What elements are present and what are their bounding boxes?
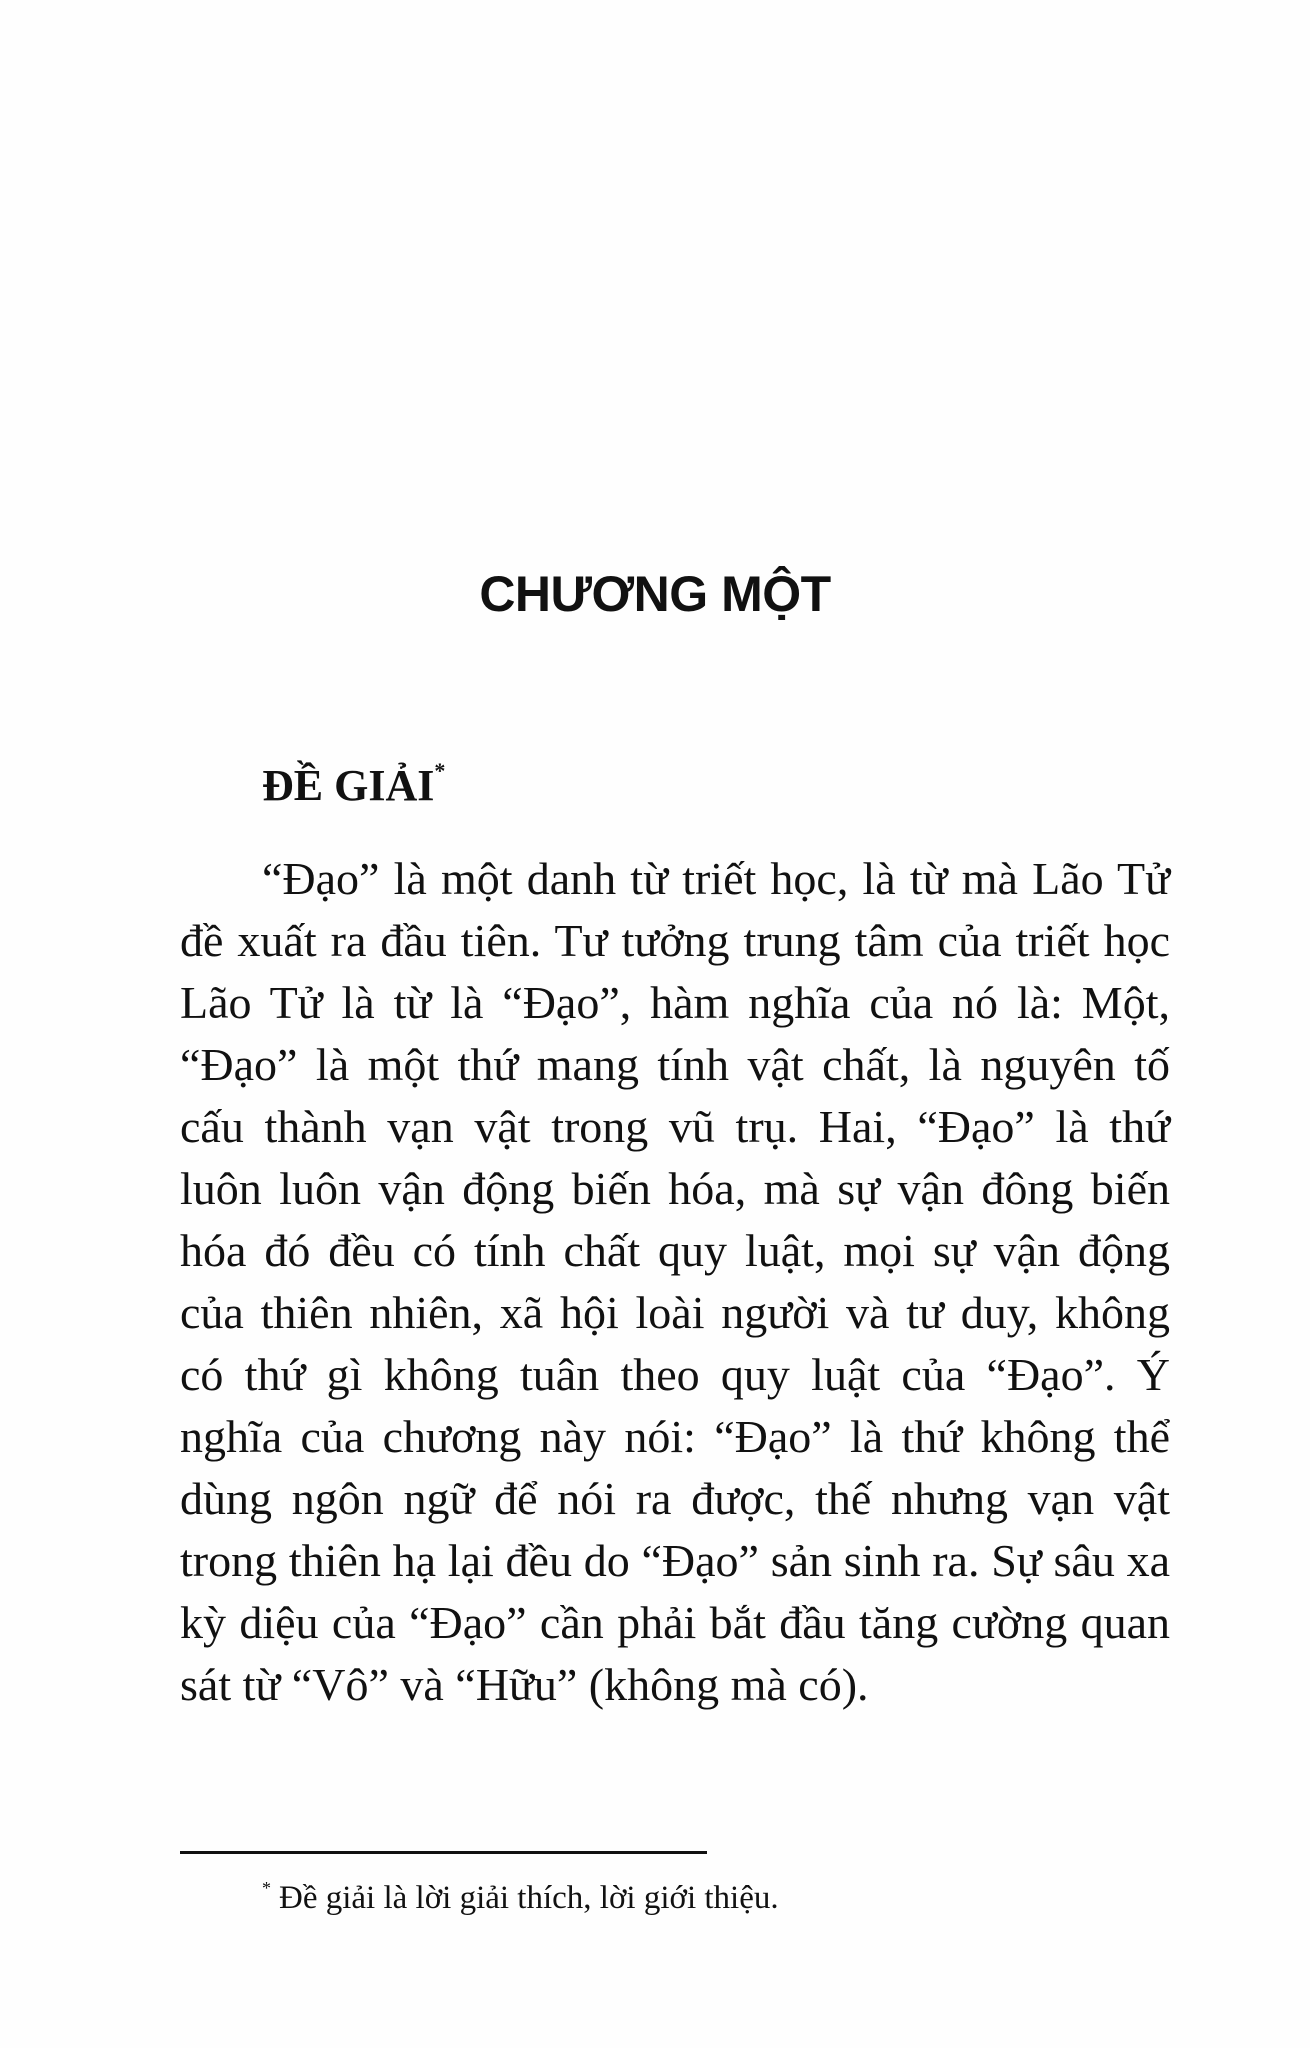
chapter-title: CHƯƠNG MỘT bbox=[479, 566, 831, 622]
footnote-text: Đề giải là lời giải thích, lời giới thiệu. bbox=[279, 1880, 779, 1916]
section-heading-text: ĐỀ GIẢI bbox=[262, 761, 435, 810]
footnote-reference-marker: * bbox=[434, 758, 446, 783]
section-heading bbox=[262, 760, 445, 811]
footnote bbox=[262, 1880, 779, 1917]
footnote-marker: * bbox=[262, 1878, 271, 1898]
body-paragraph: “Đạo” là một danh từ triết học, là từ mà Lão Tử đề xuất ra đầu tiên. Tư tưởng trung tâm của triết học Lão Tử là từ là “Đạo”, hàm nghĩa của nó là: Một, “Đạo” là một thứ mang tính vật chất, là nguyên tố cấu thành vạn vật trong vũ trụ. Hai, “Đạo” là thứ luôn luôn vận động biến hóa, mà sự vận đông biến hóa đó đều có tính chất quy luật, mọi sự vận động của thiên nhiên, xã hội loài người và tư duy, không có thứ gì không tuân theo quy luật của “Đạo”. Ý nghĩa của chương này nói: “Đạo” là thứ không thể dùng ngôn ngữ để nói ra được, thế nhưng vạn vật trong thiên hạ lại đều do “Đạo” sản sinh ra. Sự sâu xa kỳ diệu của “Đạo” cần phải bắt đầu tăng cường quan sát từ “Vô” và “Hữu” (không mà có). bbox=[180, 853, 1170, 1710]
footnote-divider bbox=[180, 1851, 707, 1854]
